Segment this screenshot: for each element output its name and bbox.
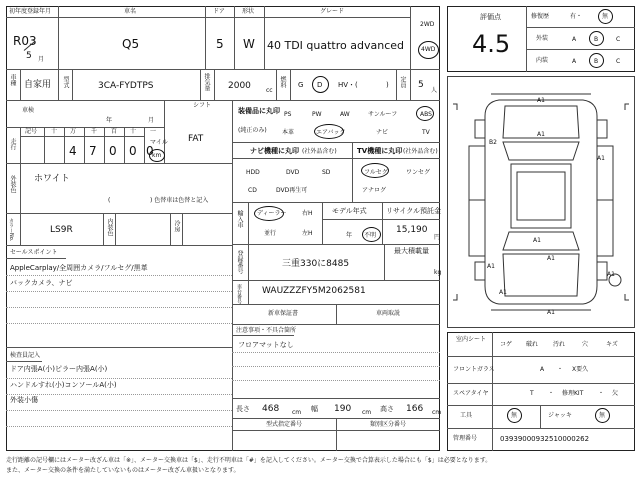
diagram-label-8: A1 — [499, 289, 507, 296]
spare-label: スペアタイヤ — [453, 390, 489, 397]
mgmt-value: 03939000932510000262 — [500, 435, 590, 443]
mileage-unit-4: 百 — [111, 128, 118, 135]
sales-point-label: セールスポイント — [10, 249, 58, 256]
jack-label: ジャッキ — [548, 412, 572, 419]
mileage-unit-5: 十 — [130, 128, 137, 135]
mileage-unit-3: 千 — [91, 128, 98, 135]
cc-unit: cc — [266, 87, 273, 94]
model-label: 型式 — [62, 76, 69, 88]
inspector-line-1: ドア内張A(小)ピラー内張A(小) — [10, 365, 108, 373]
reg-year: R03 — [13, 34, 37, 48]
seat-hole: 穴 — [582, 341, 589, 348]
repair-label: 修復歴 — [531, 13, 550, 20]
doors: 5 — [216, 37, 224, 51]
equip-abs: ABS — [420, 111, 432, 118]
jack-value: 無 — [599, 412, 606, 419]
color-value: ホワイト — [34, 174, 70, 184]
chassis-value: WAUZZZFY5M2062581 — [262, 286, 366, 296]
capacity: 5 — [418, 80, 424, 90]
seat-tear: 破れ — [526, 341, 539, 348]
fuel-label: 燃料 — [279, 76, 286, 88]
shift-label: シフト — [193, 102, 212, 109]
exterior-a: A — [572, 36, 577, 43]
seat-scorch: コゲ — [500, 341, 513, 348]
chassis-label: 車台番号 — [236, 284, 242, 304]
mileage-mile: マイル — [150, 139, 168, 146]
fuel-close: ) — [386, 81, 389, 89]
diagram-label-9: A1 — [547, 309, 555, 316]
navi-dvd-play: DVD再生可 — [276, 187, 308, 194]
model-year-unknown: 不明 — [364, 232, 377, 239]
length-unit: cm — [292, 409, 302, 416]
fuel-d: D — [317, 81, 323, 89]
glass-x: X要久 — [572, 366, 589, 373]
recycle-value: 15,190 — [396, 225, 428, 235]
footer-line-1: 走行距離の記号欄にはメーター改ざん車は「※」、メーター交換車は「$」、走行不明車は「#」を記入してください。メーター交換で合算表示した場合にも「$」は必要となります。 — [6, 457, 492, 464]
mileage-digit-3: 0 — [109, 144, 117, 158]
car-name-label: 車名 — [124, 8, 137, 15]
score-label: 評価点 — [480, 13, 501, 21]
spare-none: 欠 — [612, 390, 619, 397]
fuel-g: G — [298, 81, 304, 89]
reg-month: 5 — [26, 51, 32, 61]
navi-sd: SD — [322, 169, 331, 176]
seat-label: 室内シート — [456, 336, 487, 343]
interior-a: A — [572, 58, 577, 65]
mileage-unit-6: 一 — [150, 128, 157, 135]
glass-label: フロントガラス — [453, 366, 495, 373]
capacity-unit: 人 — [431, 87, 438, 94]
model-year-label: モデル年式 — [332, 207, 367, 215]
shape-label: 形状 — [242, 8, 255, 15]
color-note: ) 色替車は色替と記入 — [150, 197, 209, 204]
tv-oneseg: ワンセグ — [406, 169, 431, 176]
model: 3CA-FYDTPS — [98, 81, 154, 91]
width-value: 190 — [334, 404, 352, 414]
interior-c: C — [616, 58, 621, 65]
interior-label: 内装 — [536, 57, 549, 64]
exterior-c: C — [616, 36, 621, 43]
repair-none: 無 — [602, 13, 609, 20]
height-unit: cm — [432, 409, 442, 416]
import-left: 左H — [302, 230, 313, 237]
exterior-b: B — [594, 36, 599, 43]
drive-4wd: 4WD — [421, 46, 436, 53]
spare-kit: 修理KIT — [562, 390, 584, 397]
equipment-sublabel: (純正のみ) — [238, 127, 267, 134]
equip-sunroof: サンルーフ — [368, 111, 398, 118]
diagram-label-7: A1 — [547, 255, 555, 262]
tv-analog: アナログ — [362, 187, 387, 194]
type-designation-label: 型式指定番号 — [266, 421, 303, 428]
color-no-value: LS9R — [50, 225, 73, 235]
registration-value: 三重330に8485 — [282, 259, 350, 269]
use: 自家用 — [24, 80, 52, 90]
recycle-label: リサイクル預託金 — [386, 207, 442, 215]
length-value: 468 — [262, 404, 280, 414]
equip-leather: 本革 — [282, 129, 295, 136]
width-unit: cm — [362, 409, 372, 416]
equip-navi: ナビ — [376, 129, 389, 136]
inspector-label: 検査員記入 — [10, 352, 41, 359]
inspector-line-3: 外装小傷 — [10, 396, 38, 404]
car-diagram — [447, 76, 635, 328]
recycle-yen: 円 — [434, 234, 441, 241]
mileage-unit-2: 万 — [70, 128, 77, 135]
diagram-label-5: A1 — [487, 263, 495, 270]
tv-label: TV機種に丸印 — [357, 147, 403, 155]
tv-sublabel: (社外品含む) — [403, 148, 438, 155]
drive-2wd: 2WD — [420, 21, 435, 28]
category-number-label: 類別区分番号 — [370, 421, 407, 428]
notes-label: 注意事項・不具合箇所 — [236, 327, 297, 334]
mileage-km: km — [152, 152, 162, 159]
interior-color-label: 内装色 — [106, 218, 113, 236]
inspection-year: 年 — [106, 117, 113, 124]
equip-airbag: エアバック — [316, 129, 346, 136]
notes-line-1: フロアマットなし — [238, 341, 294, 349]
month-unit: 月 — [38, 56, 45, 63]
mileage-digit-4: 0 — [129, 144, 137, 158]
width-label: 幅 — [311, 405, 318, 413]
fuel-hv: HV・( — [338, 81, 358, 89]
tools-label: 工具 — [460, 412, 473, 419]
inspector-line-2: ハンドルすれ(小)コンソールA(小) — [10, 381, 117, 389]
mileage-digit-2: 7 — [89, 144, 97, 158]
import-dealer: ディーラー — [257, 210, 287, 217]
navi-cd: CD — [248, 187, 257, 194]
displacement: 2000 — [228, 81, 251, 91]
height-label: 高さ — [380, 405, 394, 413]
equipment-label: 装備品に丸印 — [238, 107, 280, 115]
seat-scratch: キズ — [606, 341, 618, 348]
inspection-label: 車検 — [22, 107, 35, 114]
car-name: Q5 — [122, 37, 140, 51]
diagram-label-1: A1 — [537, 97, 545, 104]
diagram-label-6: A1 — [533, 237, 541, 244]
repair-yes: 有・ — [570, 13, 583, 20]
mileage-digit-5: 0 — [146, 144, 154, 158]
mileage-unit-0: 記号 — [25, 128, 38, 135]
import-label: 輸入車 — [236, 210, 243, 228]
glass-a: A — [540, 366, 545, 373]
exterior-label: 外装 — [536, 35, 549, 42]
diagram-label-4: A1 — [597, 155, 605, 162]
glass-sep: ・ — [557, 366, 564, 373]
displacement-label: 排気量 — [203, 73, 210, 91]
sales-point-line-2: バックカメラ、ナビ — [10, 279, 73, 287]
score-value: 4.5 — [472, 30, 511, 58]
seat-stain: 汚れ — [553, 341, 566, 348]
shift: FAT — [188, 134, 204, 144]
grade-label: グレード — [320, 8, 345, 15]
diagram-label-2: A1 — [537, 131, 545, 138]
color-label: 外装色 — [9, 175, 16, 193]
diagram-label-3: B2 — [489, 139, 497, 146]
navi-sublabel: (社外品含む) — [302, 148, 337, 155]
equip-ps: PS — [284, 111, 292, 118]
max-load-label: 最大積載量 — [394, 247, 429, 255]
manual-label: 車両取説 — [376, 310, 401, 317]
diagram-label-10: A1 — [607, 271, 615, 278]
inspection-month: 月 — [148, 117, 155, 124]
shape: W — [243, 37, 255, 51]
navi-dvd: DVD — [286, 169, 300, 176]
sales-point-line-1: AppleCarplay/全周囲カメラ/フルセグ/黒革 — [10, 264, 148, 272]
height-value: 166 — [406, 404, 424, 414]
capacity-label: 定員 — [399, 76, 406, 88]
mgmt-label: 管理番号 — [453, 435, 478, 442]
reg-year-label: 初年度登録年月 — [9, 8, 52, 15]
navi-hdd: HDD — [246, 169, 260, 176]
length-label: 長さ — [236, 405, 250, 413]
max-load-kg: kg — [434, 269, 442, 276]
mileage-label: 走行 — [9, 138, 16, 150]
warranty-label: 新車保証書 — [268, 310, 299, 317]
spare-sep1: ・ — [548, 390, 555, 397]
navi-label: ナビ機種に丸印 — [250, 147, 299, 155]
spare-sep2: ・ — [598, 390, 605, 397]
color-no-label: カラーNo. — [8, 218, 14, 242]
footer-line-2: また、メーター交換の条件を満たしていないものはメーター改ざん車扱いとなります。 — [6, 467, 240, 474]
equip-pw: PW — [312, 111, 322, 118]
color-note-open: ( — [108, 197, 111, 204]
registration-label: 登録番号 — [236, 250, 243, 274]
equip-aw: AW — [340, 111, 350, 118]
door-label: ドア — [213, 8, 225, 15]
mileage-digit-1: 4 — [69, 144, 77, 158]
equip-tv: TV — [422, 129, 430, 136]
interior-b: B — [594, 58, 599, 65]
import-right: 右H — [302, 210, 313, 217]
type-label: 車種 — [9, 74, 16, 86]
tv-fullseg: フルセグ — [364, 169, 388, 176]
import-parallel: 並行 — [264, 230, 277, 237]
grade: 40 TDI quattro advanced — [267, 39, 404, 52]
tools-value: 無 — [511, 412, 518, 419]
mileage-unit-1: 十 — [51, 128, 58, 135]
model-year-unit: 年 — [346, 232, 353, 239]
ac-label: 冷房 — [173, 220, 180, 232]
spare-t: T — [530, 390, 534, 397]
